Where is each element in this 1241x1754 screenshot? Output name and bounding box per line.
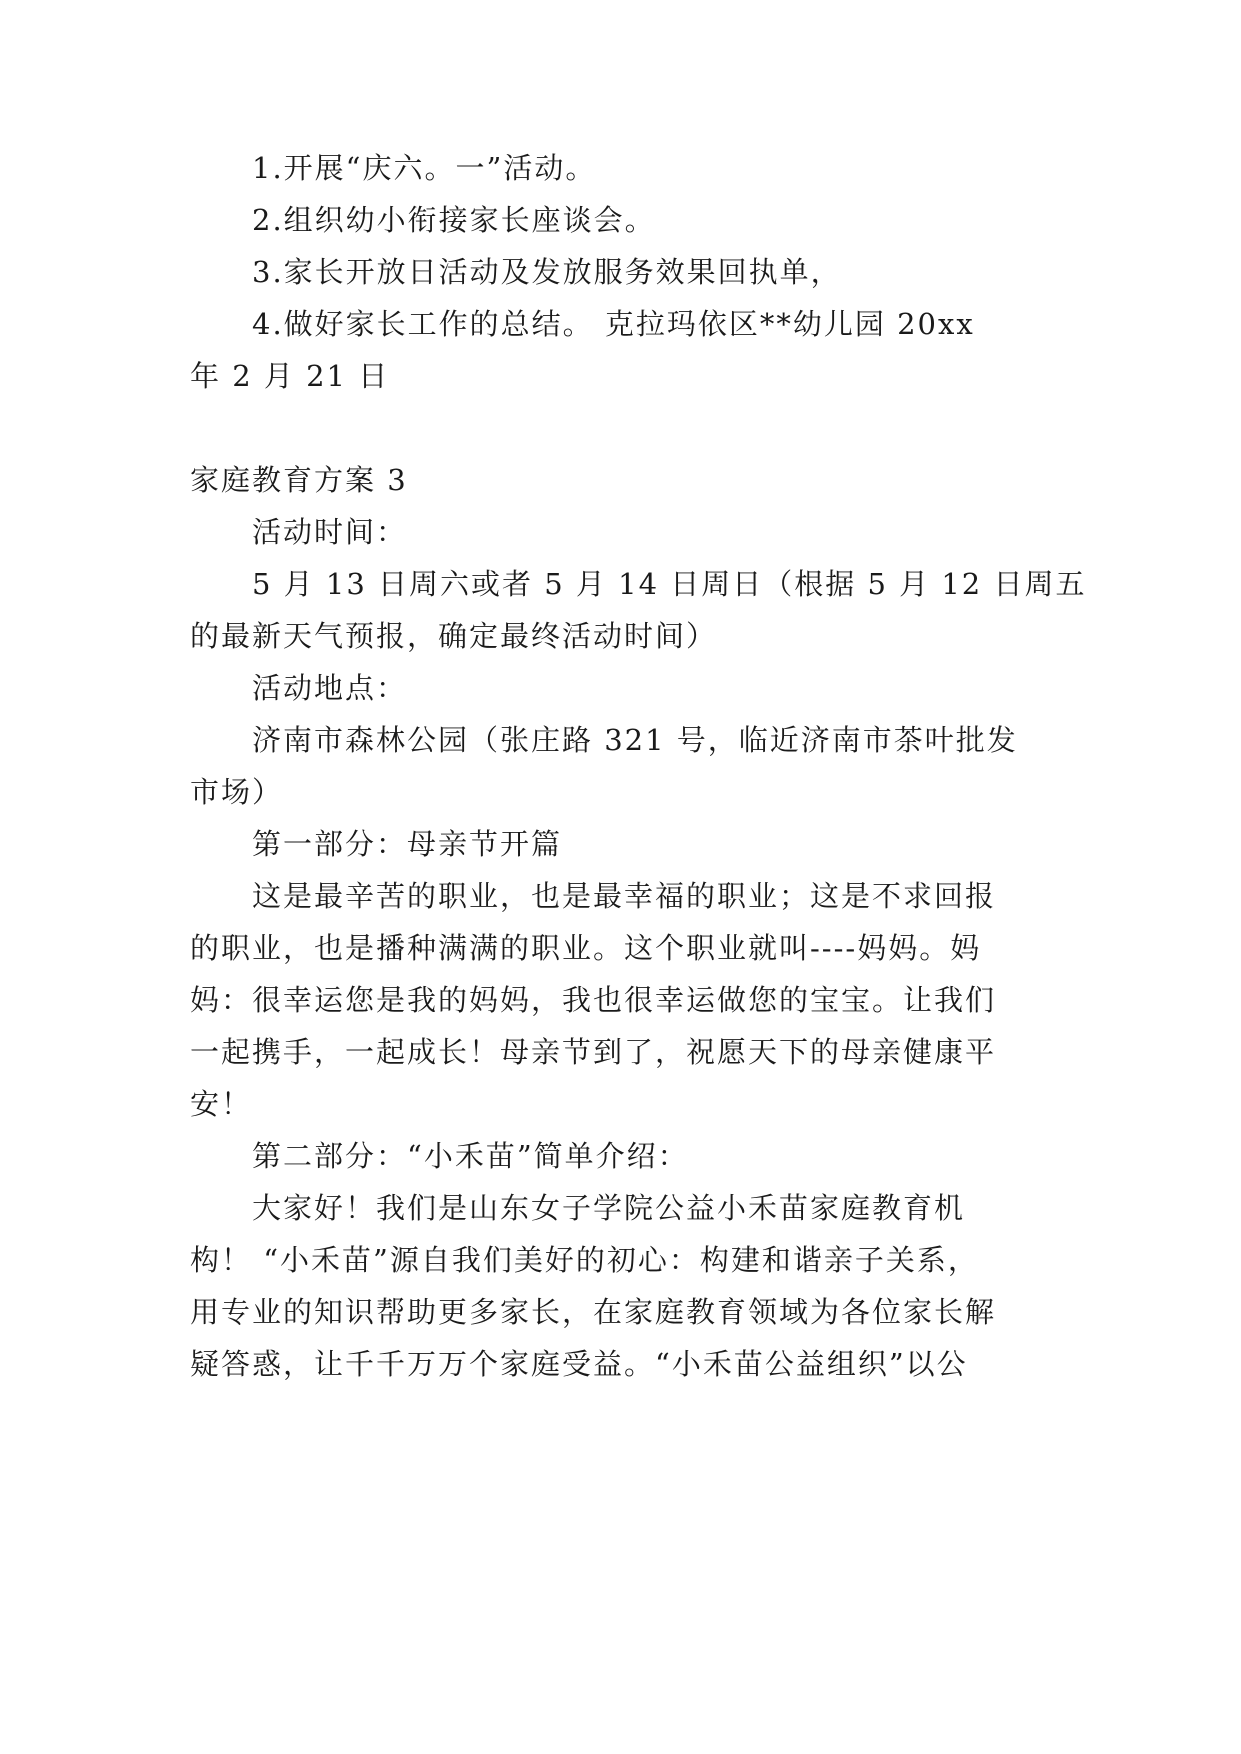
part2-paragraph-line: 用专业的知识帮助更多家长，在家庭教育领域为各位家长解	[190, 1295, 997, 1329]
part1-title: 第一部分：母亲节开篇	[252, 827, 563, 861]
activity-place-label: 活动地点：	[252, 671, 408, 705]
section-title: 家庭教育方案 3	[190, 463, 408, 497]
part2-paragraph-line: 构！ “小禾苗”源自我们美好的初心：构建和谐亲子关系，	[190, 1243, 979, 1277]
part2-title: 第二部分：“小禾苗”简单介绍：	[252, 1139, 689, 1173]
list-item-4-continuation: 年 2 月 21 日	[190, 359, 390, 393]
part2-paragraph-line: 大家好！我们是山东女子学院公益小禾苗家庭教育机	[252, 1191, 966, 1225]
activity-place-text: 济南市森林公园（张庄路 321 号，临近济南市茶叶批发	[252, 723, 1018, 757]
part1-paragraph-line: 妈：很幸运您是我的妈妈，我也很幸运做您的宝宝。让我们	[190, 983, 997, 1017]
activity-time-text-continuation: 的最新天气预报，确定最终活动时间）	[190, 619, 718, 653]
list-item-2: 2.组织幼小衔接家长座谈会。	[252, 203, 656, 237]
activity-time-text: 5 月 13 日周六或者 5 月 14 日周日（根据 5 月 12 日周五	[252, 567, 1087, 601]
part1-paragraph-line: 这是最辛苦的职业，也是最幸福的职业；这是不求回报	[252, 879, 997, 913]
part1-paragraph-line: 的职业，也是播种满满的职业。这个职业就叫----妈妈。妈	[190, 931, 982, 965]
list-item-4: 4.做好家长工作的总结。 克拉玛依区**幼儿园 20xx	[252, 307, 975, 341]
list-item-3: 3.家长开放日活动及发放服务效果回执单，	[252, 255, 842, 289]
part1-paragraph-line: 安！	[190, 1087, 253, 1121]
part2-paragraph-line: 疑答惑，让千千万万个家庭受益。“小禾苗公益组织”以公	[190, 1347, 968, 1381]
part1-paragraph-line: 一起携手，一起成长！母亲节到了，祝愿天下的母亲健康平	[190, 1035, 997, 1069]
list-item-1: 1.开展“庆六。一”活动。	[252, 151, 597, 185]
activity-place-text-continuation: 市场）	[190, 775, 284, 809]
activity-time-label: 活动时间：	[252, 515, 408, 549]
